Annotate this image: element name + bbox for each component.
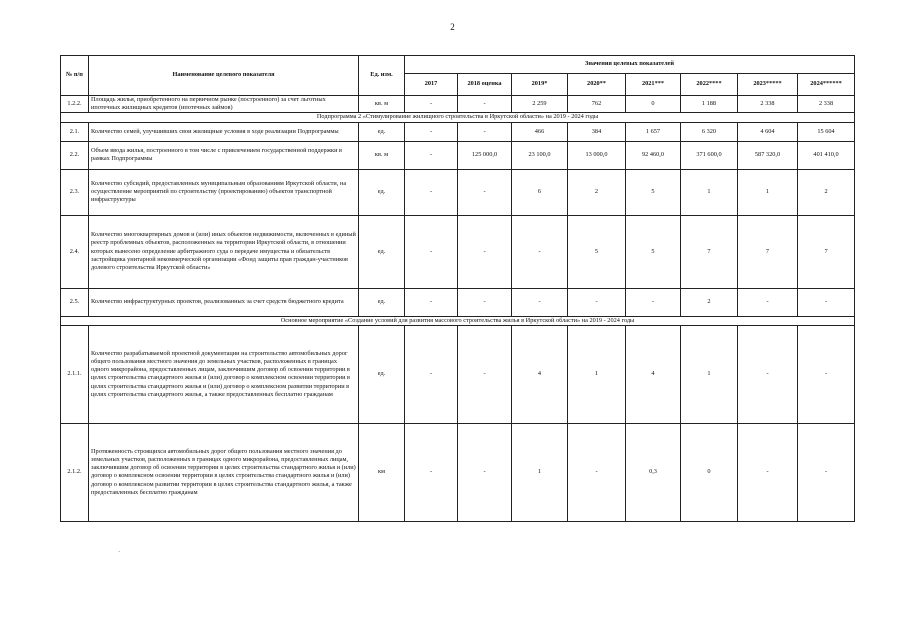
- table-row: [61, 96, 855, 113]
- value-cell: 2: [681, 288, 738, 316]
- table-row: [61, 423, 855, 521]
- row-number: 2.5.: [61, 288, 89, 316]
- table-row: [61, 141, 855, 169]
- value-cell: 1: [681, 169, 738, 215]
- row-number: 2.3.: [61, 169, 89, 215]
- target-indicators-table: [60, 55, 855, 522]
- header-year: 2021***: [626, 74, 681, 96]
- value-cell: 4: [512, 325, 568, 423]
- value-cell: 384: [568, 122, 626, 141]
- header-name: Наименование целевого показателя: [89, 56, 359, 96]
- unit-cell: ед.: [359, 122, 405, 141]
- value-cell: -: [458, 215, 512, 288]
- indicator-name: Количество разрабатываемой проектной документации на строительство автомобильных дорог общего пользования местного значения до земельных участков, расположенных в границах одного микрорайона, предоставленных лицам, заключившим договор об освоении территории в целях строительства стандартного жилья и (или) договор о комплексном освоении территории в целях строительства стандартного жилья и (или) договор о комплексном развитии территории в целях строительства стандартного жилья, а также предоставленных бесплатно гражданам: [89, 325, 359, 423]
- value-cell: 2: [798, 169, 855, 215]
- section-title: Основное мероприятие «Создание условий для развития массового строительства жилья в Иркутской области» на 2019 - 2024 годы: [61, 316, 855, 325]
- value-cell: -: [405, 169, 458, 215]
- indicator-name: Количество субсидий, предоставленных муниципальным образованиям Иркутской области, на осуществление мероприятий по строительству (проектированию) объектов транспортной инфраструктуры: [89, 169, 359, 215]
- value-cell: 466: [512, 122, 568, 141]
- row-number: 2.1.2.: [61, 423, 89, 521]
- value-cell: 401 410,0: [798, 141, 855, 169]
- value-cell: 0: [681, 423, 738, 521]
- value-cell: 0,3: [626, 423, 681, 521]
- header-year: 2023*****: [738, 74, 798, 96]
- unit-cell: км: [359, 423, 405, 521]
- value-cell: 1: [681, 325, 738, 423]
- header-year: 2020**: [568, 74, 626, 96]
- header-num: № п/п: [61, 56, 89, 96]
- value-cell: -: [512, 215, 568, 288]
- value-cell: -: [405, 122, 458, 141]
- table-row: [61, 122, 855, 141]
- value-cell: -: [405, 96, 458, 113]
- value-cell: -: [405, 288, 458, 316]
- value-cell: 1: [512, 423, 568, 521]
- value-cell: -: [458, 96, 512, 113]
- value-cell: -: [738, 325, 798, 423]
- unit-cell: ед.: [359, 325, 405, 423]
- indicator-name: Количество семей, улучшивших свои жилищные условия в ходе реализации Подпрограммы: [89, 122, 359, 141]
- row-number: 2.1.: [61, 122, 89, 141]
- indicator-name: Количество инфраструктурных проектов, реализованных за счет средств бюджетного кредита: [89, 288, 359, 316]
- unit-cell: кв. м: [359, 141, 405, 169]
- value-cell: -: [568, 423, 626, 521]
- value-cell: -: [512, 288, 568, 316]
- header-year: 2024******: [798, 74, 855, 96]
- header-year: 2017: [405, 74, 458, 96]
- value-cell: -: [458, 122, 512, 141]
- value-cell: 2 338: [738, 96, 798, 113]
- value-cell: 4 604: [738, 122, 798, 141]
- scan-dot: ·: [118, 548, 121, 556]
- value-cell: -: [458, 288, 512, 316]
- unit-cell: ед.: [359, 169, 405, 215]
- value-cell: 2 259: [512, 96, 568, 113]
- value-cell: -: [405, 423, 458, 521]
- value-cell: 1 188: [681, 96, 738, 113]
- table-row: [61, 288, 855, 316]
- row-number: 2.1.1.: [61, 325, 89, 423]
- row-number: 1.2.2.: [61, 96, 89, 113]
- value-cell: 4: [626, 325, 681, 423]
- value-cell: 6 320: [681, 122, 738, 141]
- value-cell: -: [405, 141, 458, 169]
- value-cell: -: [798, 423, 855, 521]
- section-title: Подпрограмма 2 «Стимулирование жилищного строительства в Иркутской области» на 2019 - 2024 годы: [61, 113, 855, 122]
- value-cell: 371 600,0: [681, 141, 738, 169]
- value-cell: 5: [568, 215, 626, 288]
- table-row: [61, 215, 855, 288]
- indicator-name: Протяженность строящихся автомобильных дорог общего пользования местного значения до земельных участков, расположенных в границах одного микрорайона, предоставленных лицам, заключившим договор об освоении территории в целях строительства стандартного жилья и (или) договор о комплексном освоении территории в целях строительства стандартного жилья и (или) договор о комплексном развитии территории в целях строительства стандартного жилья, а также предоставленных бесплатно гражданам: [89, 423, 359, 521]
- page-number: 2: [450, 22, 455, 32]
- value-cell: 13 000,0: [568, 141, 626, 169]
- value-cell: -: [405, 325, 458, 423]
- value-cell: -: [738, 423, 798, 521]
- value-cell: 587 320,0: [738, 141, 798, 169]
- indicator-name: Количество многоквартирных домов и (или) иных объектов недвижимости, включенных в единый реестр проблемных объектов, расположенных на территории Иркутской области, в отношении которых вынесено определение арбитражного суда о передаче имущества и обязательств застройщика унитарной некоммерческой организации «Фонд защиты прав граждан-участников долевого строительства Иркутской области»: [89, 215, 359, 288]
- value-cell: 6: [512, 169, 568, 215]
- section-row: [61, 113, 855, 122]
- header-values: Значения целевых показателей: [405, 56, 855, 74]
- value-cell: -: [458, 169, 512, 215]
- value-cell: -: [458, 423, 512, 521]
- header-year: 2019*: [512, 74, 568, 96]
- value-cell: 15 604: [798, 122, 855, 141]
- row-number: 2.2.: [61, 141, 89, 169]
- unit-cell: кв. м: [359, 96, 405, 113]
- header-unit: Ед. изм.: [359, 56, 405, 96]
- value-cell: 7: [798, 215, 855, 288]
- value-cell: 0: [626, 96, 681, 113]
- indicator-name: Площадь жилья, приобретенного на первичном рынке (построенного) за счет льготных ипотечных жилищных кредитов (ипотечных займов): [89, 96, 359, 113]
- value-cell: 1: [738, 169, 798, 215]
- value-cell: 92 460,0: [626, 141, 681, 169]
- header-year: 2018 оценка: [458, 74, 512, 96]
- value-cell: 7: [738, 215, 798, 288]
- value-cell: 2: [568, 169, 626, 215]
- value-cell: 23 100,0: [512, 141, 568, 169]
- value-cell: 762: [568, 96, 626, 113]
- value-cell: 1 657: [626, 122, 681, 141]
- value-cell: -: [798, 325, 855, 423]
- value-cell: -: [626, 288, 681, 316]
- value-cell: -: [405, 215, 458, 288]
- table-body: [61, 96, 855, 522]
- value-cell: -: [738, 288, 798, 316]
- value-cell: -: [798, 288, 855, 316]
- value-cell: 5: [626, 215, 681, 288]
- unit-cell: ед.: [359, 215, 405, 288]
- table-row: [61, 325, 855, 423]
- section-row: [61, 316, 855, 325]
- indicator-name: Объем ввода жилья, построенного в том числе с привлечением государственной поддержки в рамках Подпрограммы: [89, 141, 359, 169]
- table-row: [61, 169, 855, 215]
- unit-cell: ед.: [359, 288, 405, 316]
- value-cell: 7: [681, 215, 738, 288]
- value-cell: 2 338: [798, 96, 855, 113]
- value-cell: -: [568, 288, 626, 316]
- header-year: 2022****: [681, 74, 738, 96]
- value-cell: 1: [568, 325, 626, 423]
- value-cell: 125 000,0: [458, 141, 512, 169]
- value-cell: 5: [626, 169, 681, 215]
- row-number: 2.4.: [61, 215, 89, 288]
- value-cell: -: [458, 325, 512, 423]
